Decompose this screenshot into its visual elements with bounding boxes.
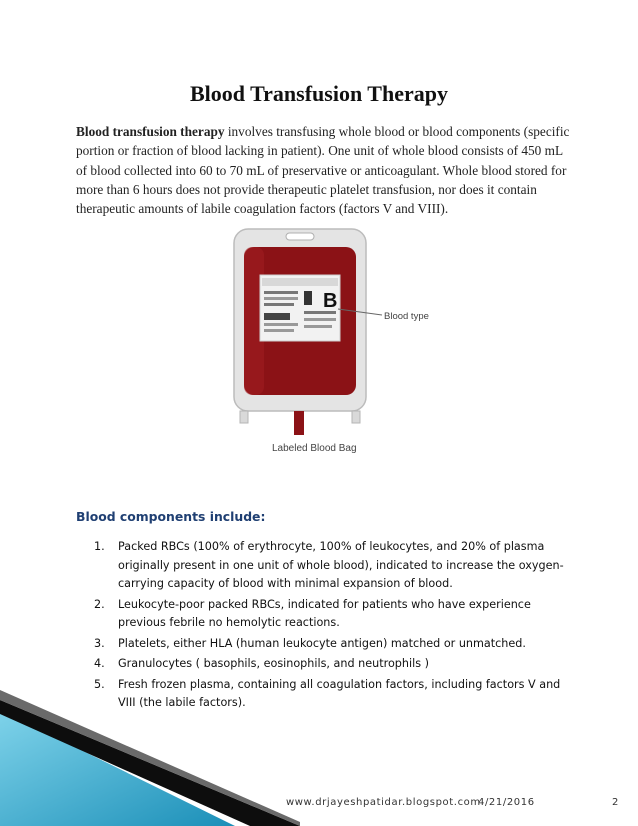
page-title: Blood Transfusion Therapy bbox=[190, 81, 448, 106]
list-item-number: 3. bbox=[94, 636, 105, 650]
list-item-text: Fresh frozen plasma, containing all coagulation factors, including factors V and VIII (the labile factors). bbox=[118, 677, 561, 709]
blood-type-letter: B bbox=[323, 290, 338, 312]
footer-page-number: 2 bbox=[612, 797, 619, 808]
blood-type-callout: Blood type bbox=[384, 311, 429, 322]
list-item-number: 2. bbox=[94, 597, 105, 611]
list-item-number: 1. bbox=[94, 540, 105, 553]
intro-text: involves transfusing whole blood or blood components (specific portion or fraction of blood lacking in patient). One unit of whole blood consists of 450 mL of blood collected into 60 to 70 mL of preservative or anticoagulant. Whole blood stored for more than 6 hours does not provide therapeutic platelet transfusion, nor does it contain therapeutic amounts of labile coagulation factors (factors V and VIII). bbox=[76, 124, 570, 217]
list-item bbox=[76, 596, 576, 633]
list-item-text: Granulocytes ( basophils, eosinophils, and neutrophils ) bbox=[118, 657, 429, 670]
list-item-text: Packed RBCs (100% of erythrocyte, 100% of leukocytes, and 20% of plasma originally present in one unit of whole blood), indicated to increase the oxygen-carrying capacity of blood with minimal expansion of blood. bbox=[118, 540, 564, 590]
blood-bag-figure bbox=[226, 223, 476, 463]
intro-lead-term: Blood transfusion therapy bbox=[76, 124, 225, 139]
intro-paragraph bbox=[76, 122, 576, 218]
list-item bbox=[76, 676, 576, 713]
footer-website[interactable]: www.drjayeshpatidar.blogspot.com bbox=[286, 797, 481, 808]
components-list bbox=[76, 538, 576, 715]
list-item bbox=[76, 655, 576, 674]
section-heading: Blood components include: bbox=[76, 509, 266, 524]
list-item bbox=[76, 538, 576, 594]
list-item-number: 4. bbox=[94, 657, 105, 670]
blood-bag-image bbox=[226, 223, 476, 463]
list-item bbox=[76, 635, 576, 654]
list-item-text: Leukocyte-poor packed RBCs, indicated for patients who have experience previous febrile no hemolytic reactions. bbox=[118, 597, 531, 629]
footer-date: 4/21/2016 bbox=[478, 797, 535, 808]
figure-caption: Labeled Blood Bag bbox=[272, 443, 357, 454]
list-item-text: Platelets, either HLA (human leukocyte antigen) matched or unmatched. bbox=[118, 636, 526, 650]
list-item-number: 5. bbox=[94, 677, 105, 691]
